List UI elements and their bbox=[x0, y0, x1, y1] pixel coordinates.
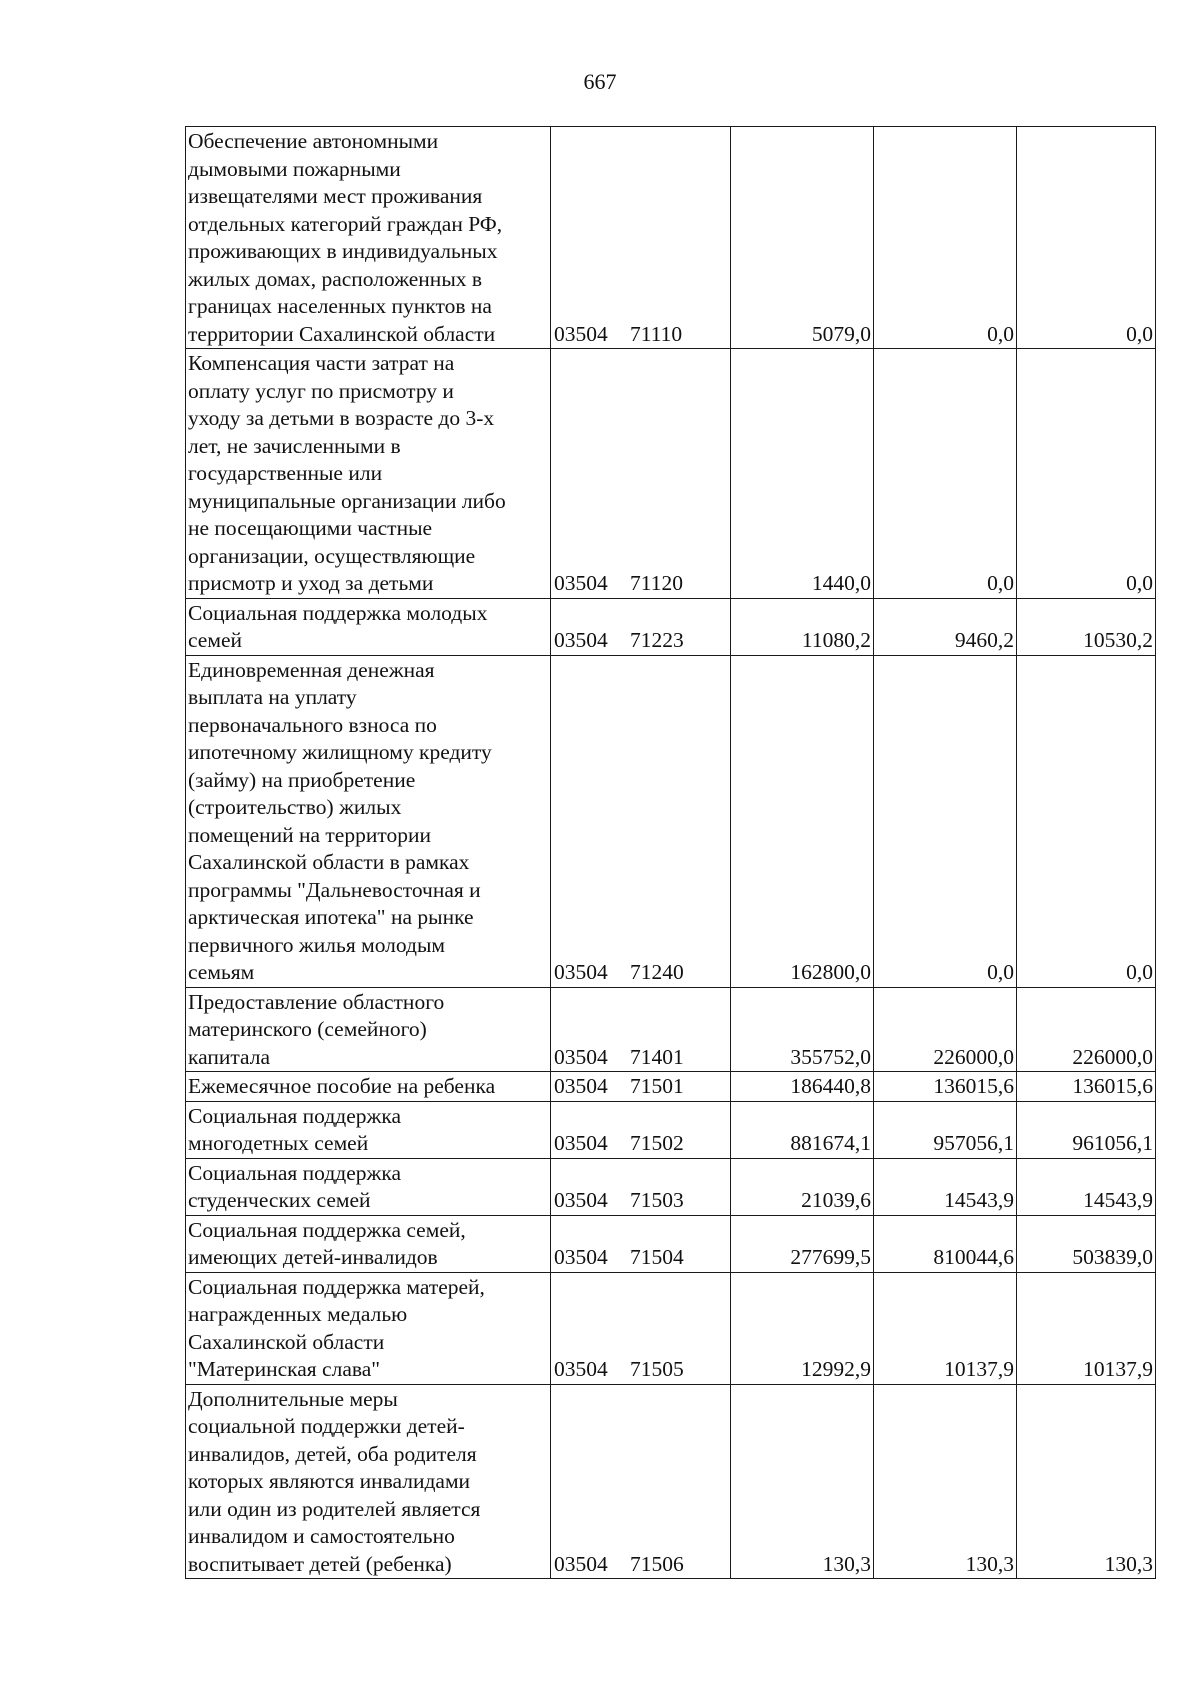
value-year-3: 503839,0 bbox=[1017, 1215, 1156, 1272]
budget-table bbox=[185, 126, 1156, 1579]
row-name: Социальная поддержка многодетных семей bbox=[186, 1101, 551, 1158]
value-year-3: 0,0 bbox=[1017, 127, 1156, 349]
table-row bbox=[186, 349, 1156, 599]
row-codes bbox=[551, 349, 731, 599]
page-number: 667 bbox=[583, 69, 617, 94]
row-codes bbox=[551, 987, 731, 1072]
section-code: 03504 bbox=[554, 960, 608, 984]
value-year-2: 226000,0 bbox=[874, 987, 1017, 1072]
value-year-1: 162800,0 bbox=[731, 655, 874, 987]
row-name: Социальная поддержка матерей, награжденных медалью Сахалинской области "Материнская слава" bbox=[186, 1272, 551, 1384]
value-year-1: 130,3 bbox=[731, 1384, 874, 1579]
section-code: 03504 bbox=[554, 1074, 608, 1098]
row-name: Ежемесячное пособие на ребенка bbox=[186, 1072, 551, 1102]
section-code: 03504 bbox=[554, 571, 608, 595]
table-row bbox=[186, 1384, 1156, 1579]
value-year-1: 12992,9 bbox=[731, 1272, 874, 1384]
row-name: Предоставление областного материнского (семейного) капитала bbox=[186, 987, 551, 1072]
row-codes bbox=[551, 1272, 731, 1384]
value-year-1: 11080,2 bbox=[731, 598, 874, 655]
row-codes bbox=[551, 1215, 731, 1272]
item-code: 71223 bbox=[630, 628, 684, 652]
row-codes bbox=[551, 598, 731, 655]
section-code: 03504 bbox=[554, 1188, 608, 1212]
row-name: Единовременная денежная выплата на уплату первоначального взноса по ипотечному жилищному кредиту (займу) на приобретение (строительство) жилых помещений на территории Сахалинской области в рамках программы "Дальневосточная и арктическая ипотека" на рынке первичного жилья молодым семьям bbox=[186, 655, 551, 987]
table-row bbox=[186, 987, 1156, 1072]
value-year-3: 14543,9 bbox=[1017, 1158, 1156, 1215]
item-code: 71501 bbox=[630, 1074, 684, 1098]
item-code: 71506 bbox=[630, 1551, 684, 1576]
table-row bbox=[186, 598, 1156, 655]
value-year-3: 0,0 bbox=[1017, 655, 1156, 987]
item-code: 71240 bbox=[630, 960, 684, 984]
value-year-3: 136015,6 bbox=[1017, 1072, 1156, 1102]
row-codes bbox=[551, 1384, 731, 1579]
value-year-3: 226000,0 bbox=[1017, 987, 1156, 1072]
section-code: 03504 bbox=[554, 628, 608, 652]
value-year-2: 957056,1 bbox=[874, 1101, 1017, 1158]
row-name: Социальная поддержка студенческих семей bbox=[186, 1158, 551, 1215]
row-codes bbox=[551, 1101, 731, 1158]
row-codes bbox=[551, 1158, 731, 1215]
row-name: Дополнительные меры социальной поддержки детей- инвалидов, детей, оба родителя которых являются инвалидами или один из родителей является инвалидом и самостоятельно воспитывает детей (ребенка) bbox=[186, 1384, 551, 1579]
section-code: 03504 bbox=[554, 1357, 608, 1381]
item-code: 71401 bbox=[630, 1044, 684, 1069]
table-row bbox=[186, 655, 1156, 987]
value-year-1: 186440,8 bbox=[731, 1072, 874, 1102]
section-code: 03504 bbox=[554, 1131, 608, 1155]
value-year-3: 10137,9 bbox=[1017, 1272, 1156, 1384]
table-row bbox=[186, 127, 1156, 349]
table-row bbox=[186, 1158, 1156, 1215]
item-code: 71503 bbox=[630, 1188, 684, 1212]
value-year-2: 0,0 bbox=[874, 349, 1017, 599]
value-year-1: 1440,0 bbox=[731, 349, 874, 599]
item-code: 71120 bbox=[630, 571, 683, 595]
row-name: Социальная поддержка молодых семей bbox=[186, 598, 551, 655]
section-code: 03504 bbox=[554, 1551, 608, 1576]
table-row bbox=[186, 1072, 1156, 1102]
value-year-2: 0,0 bbox=[874, 127, 1017, 349]
value-year-1: 5079,0 bbox=[731, 127, 874, 349]
section-code: 03504 bbox=[554, 321, 608, 346]
row-name: Социальная поддержка семей, имеющих детей-инвалидов bbox=[186, 1215, 551, 1272]
row-codes bbox=[551, 655, 731, 987]
value-year-2: 10137,9 bbox=[874, 1272, 1017, 1384]
value-year-2: 14543,9 bbox=[874, 1158, 1017, 1215]
value-year-1: 277699,5 bbox=[731, 1215, 874, 1272]
row-codes bbox=[551, 1072, 731, 1102]
row-codes bbox=[551, 127, 731, 349]
item-code: 71110 bbox=[630, 321, 683, 346]
value-year-2: 0,0 bbox=[874, 655, 1017, 987]
item-code: 71505 bbox=[630, 1357, 684, 1381]
table-row bbox=[186, 1101, 1156, 1158]
value-year-1: 355752,0 bbox=[731, 987, 874, 1072]
section-code: 03504 bbox=[554, 1044, 608, 1069]
value-year-1: 21039,6 bbox=[731, 1158, 874, 1215]
section-code: 03504 bbox=[554, 1245, 608, 1269]
value-year-3: 0,0 bbox=[1017, 349, 1156, 599]
table-row bbox=[186, 1215, 1156, 1272]
value-year-2: 9460,2 bbox=[874, 598, 1017, 655]
value-year-2: 136015,6 bbox=[874, 1072, 1017, 1102]
value-year-1: 881674,1 bbox=[731, 1101, 874, 1158]
value-year-2: 130,3 bbox=[874, 1384, 1017, 1579]
value-year-3: 961056,1 bbox=[1017, 1101, 1156, 1158]
item-code: 71502 bbox=[630, 1131, 684, 1155]
row-name: Компенсация части затрат на оплату услуг по присмотру и уходу за детьми в возрасте до 3-х лет, не зачисленными в государственные или муниципальные организации либо не посещающими частные организации, осуществляющие присмотр и уход за детьми bbox=[186, 349, 551, 599]
row-name: Обеспечение автономными дымовыми пожарными извещателями мест проживания отдельных категорий граждан РФ, проживающих в индивидуальных жилых домах, расположенных в границах населенных пунктов на территории Сахалинской области bbox=[186, 127, 551, 349]
table-row bbox=[186, 1272, 1156, 1384]
item-code: 71504 bbox=[630, 1245, 684, 1269]
value-year-2: 810044,6 bbox=[874, 1215, 1017, 1272]
value-year-3: 130,3 bbox=[1017, 1384, 1156, 1579]
value-year-3: 10530,2 bbox=[1017, 598, 1156, 655]
